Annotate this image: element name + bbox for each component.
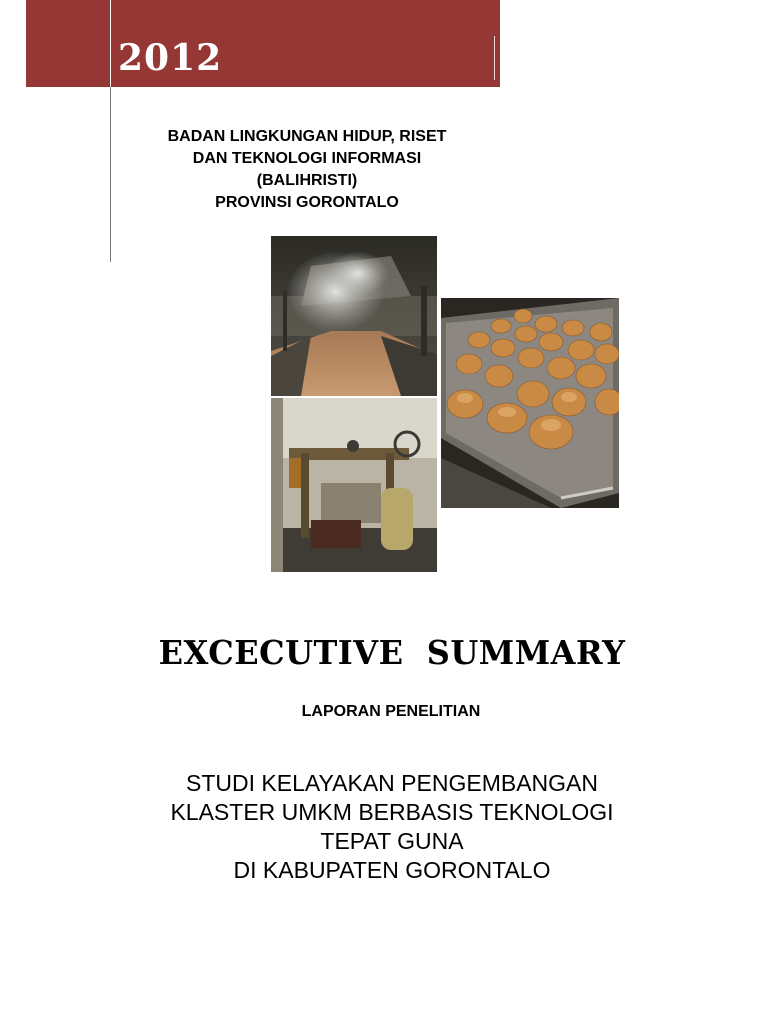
agency-line: DAN TEKNOLOGI INFORMASI [192,150,422,167]
study-title-line: DI KABUPATEN GORONTALO [233,857,551,883]
study-title-line: TEPAT GUNA [320,828,464,854]
vertical-rule [110,87,111,262]
document-title: EXCECUTIVE SUMMARY [158,633,626,673]
banner-divider [110,0,111,87]
year-label: 2012 [118,37,223,79]
agency-line: PROVINSI GORONTALO [215,194,399,211]
report-type: LAPORAN PENELITIAN [301,703,481,720]
year-banner [26,0,500,87]
study-title [0,769,768,885]
agency-name [140,126,474,214]
machine-photo [271,398,437,572]
study-title-line: KLASTER UMKM BERBASIS TEKNOLOGI [170,799,614,825]
study-title-line: STUDI KELAYAKAN PENGEMBANGAN [186,770,598,796]
factory-photo [271,236,437,396]
bread-tray-photo [441,298,619,508]
banner-divider-right [494,36,495,80]
agency-line: (BALIHRISTI) [256,172,358,189]
agency-line: BADAN LINGKUNGAN HIDUP, RISET [167,128,447,145]
